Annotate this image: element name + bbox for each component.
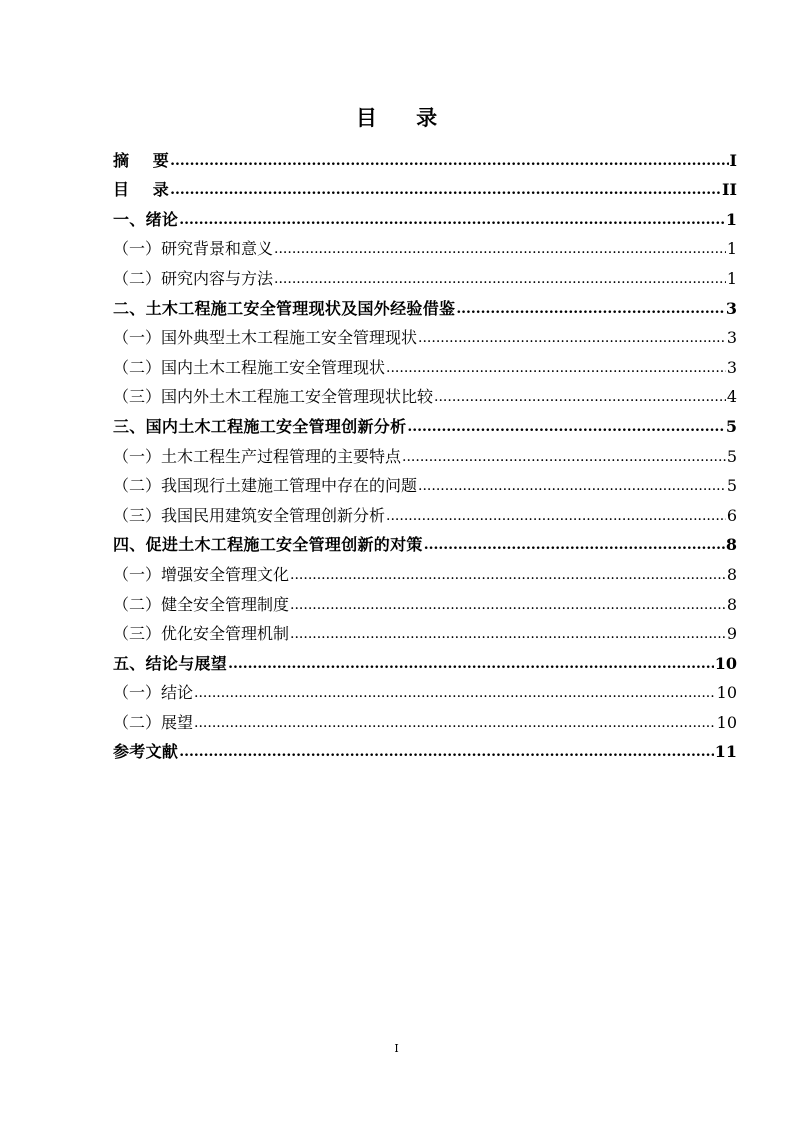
- toc-dot-leader: [386, 505, 726, 527]
- toc-dot-leader: [290, 623, 726, 645]
- toc-entry[interactable]: [113, 231, 737, 261]
- toc-dot-leader: [194, 682, 716, 704]
- toc-entry[interactable]: [113, 527, 737, 557]
- footer-page-number: I: [394, 1042, 399, 1055]
- toc-entry-title: 二、土木工程施工安全管理现状及国外经验借鉴: [113, 298, 456, 318]
- toc-dot-leader: [418, 475, 726, 497]
- toc-entry-page: 1: [726, 239, 737, 259]
- toc-entry-page: I: [729, 150, 737, 170]
- toc-entry-title: （三）我国民用建筑安全管理创新分析: [113, 505, 386, 525]
- toc-entry[interactable]: [113, 468, 737, 498]
- toc-dot-leader: [170, 150, 728, 172]
- toc-entry-title: 一、绪论: [113, 209, 179, 229]
- toc-entry[interactable]: [113, 616, 737, 646]
- toc-entry-page: 8: [725, 535, 737, 555]
- toc-entry[interactable]: [113, 438, 737, 468]
- toc-entry-title: （三）优化安全管理机制: [113, 624, 290, 644]
- toc-dot-leader: [290, 594, 726, 616]
- toc-entry[interactable]: [113, 704, 737, 734]
- toc-entry-page: 4: [726, 387, 737, 407]
- toc-entry[interactable]: [113, 349, 737, 379]
- toc-entry-page: 5: [726, 476, 737, 496]
- toc-entry-page: 1: [725, 209, 737, 229]
- toc-dot-leader: [456, 298, 725, 320]
- toc-entry-page: 3: [725, 298, 737, 318]
- toc-entry-page: 8: [726, 564, 737, 584]
- toc-dot-leader: [194, 712, 716, 734]
- toc-entry-title: 五、结论与展望: [113, 653, 228, 673]
- toc-entry[interactable]: [113, 320, 737, 350]
- toc-dot-leader: [274, 268, 726, 290]
- toc-entry-page: 3: [726, 357, 737, 377]
- toc-entry-title: 四、促进土木工程施工安全管理创新的对策: [113, 535, 423, 555]
- toc-entry-title: （二）国内土木工程施工安全管理现状: [113, 357, 386, 377]
- toc-entry-title: （一）研究背景和意义: [113, 239, 274, 259]
- toc-entry[interactable]: [113, 201, 737, 231]
- toc-entry-page: 10: [716, 683, 737, 703]
- toc-dot-leader: [179, 209, 725, 231]
- toc-entry-title: 摘 要: [113, 150, 170, 170]
- toc-dot-leader: [228, 653, 714, 675]
- toc-entry[interactable]: [113, 260, 737, 290]
- toc-dot-leader: [170, 179, 721, 201]
- toc-dot-leader: [434, 386, 726, 408]
- toc-entry-title: 参考文献: [113, 742, 179, 762]
- toc-dot-leader: [418, 327, 726, 349]
- toc-dot-leader: [290, 564, 726, 586]
- toc-entry-page: 11: [714, 742, 737, 762]
- toc-entry[interactable]: [113, 645, 737, 675]
- toc-entry-page: 10: [716, 712, 737, 732]
- toc-entry-page: 5: [726, 446, 737, 466]
- toc-entry-page: 9: [726, 624, 737, 644]
- toc-entry-title: 目 录: [113, 180, 170, 200]
- toc-entry[interactable]: [113, 408, 737, 438]
- toc-entry[interactable]: [113, 675, 737, 705]
- toc-entry-title: （二）我国现行土建施工管理中存在的问题: [113, 476, 418, 496]
- toc-entry[interactable]: [113, 379, 737, 409]
- toc-entry-title: （一）结论: [113, 683, 194, 703]
- toc-entry[interactable]: [113, 734, 737, 764]
- toc-entry[interactable]: [113, 290, 737, 320]
- table-of-contents: [113, 142, 737, 763]
- toc-entry[interactable]: [113, 497, 737, 527]
- toc-entry-page: II: [722, 180, 737, 200]
- toc-dot-leader: [179, 741, 714, 763]
- toc-entry-title: （二）展望: [113, 712, 194, 732]
- toc-entry-page: 5: [725, 416, 737, 436]
- toc-entry-title: （三）国内外土木工程施工安全管理现状比较: [113, 387, 434, 407]
- toc-dot-leader: [274, 238, 726, 260]
- toc-entry[interactable]: [113, 172, 737, 202]
- toc-entry[interactable]: [113, 586, 737, 616]
- toc-entry[interactable]: [113, 556, 737, 586]
- toc-entry[interactable]: [113, 142, 737, 172]
- toc-dot-leader: [386, 357, 726, 379]
- toc-entry-page: 8: [726, 594, 737, 614]
- toc-dot-leader: [402, 446, 726, 468]
- toc-entry-title: （一）增强安全管理文化: [113, 564, 290, 584]
- toc-entry-page: 6: [726, 505, 737, 525]
- toc-entry-title: （一）土木工程生产过程管理的主要特点: [113, 446, 402, 466]
- toc-dot-leader: [424, 534, 725, 556]
- toc-dot-leader: [407, 416, 724, 438]
- toc-entry-page: 10: [714, 653, 737, 673]
- toc-entry-page: 1: [726, 268, 737, 288]
- toc-entry-title: （一）国外典型土木工程施工安全管理现状: [113, 328, 418, 348]
- page-title: 目 录: [355, 105, 454, 130]
- toc-entry-title: （二）健全安全管理制度: [113, 594, 290, 614]
- toc-entry-title: 三、国内土木工程施工安全管理创新分析: [113, 416, 407, 436]
- toc-entry-title: （二）研究内容与方法: [113, 268, 274, 288]
- toc-entry-page: 3: [726, 328, 737, 348]
